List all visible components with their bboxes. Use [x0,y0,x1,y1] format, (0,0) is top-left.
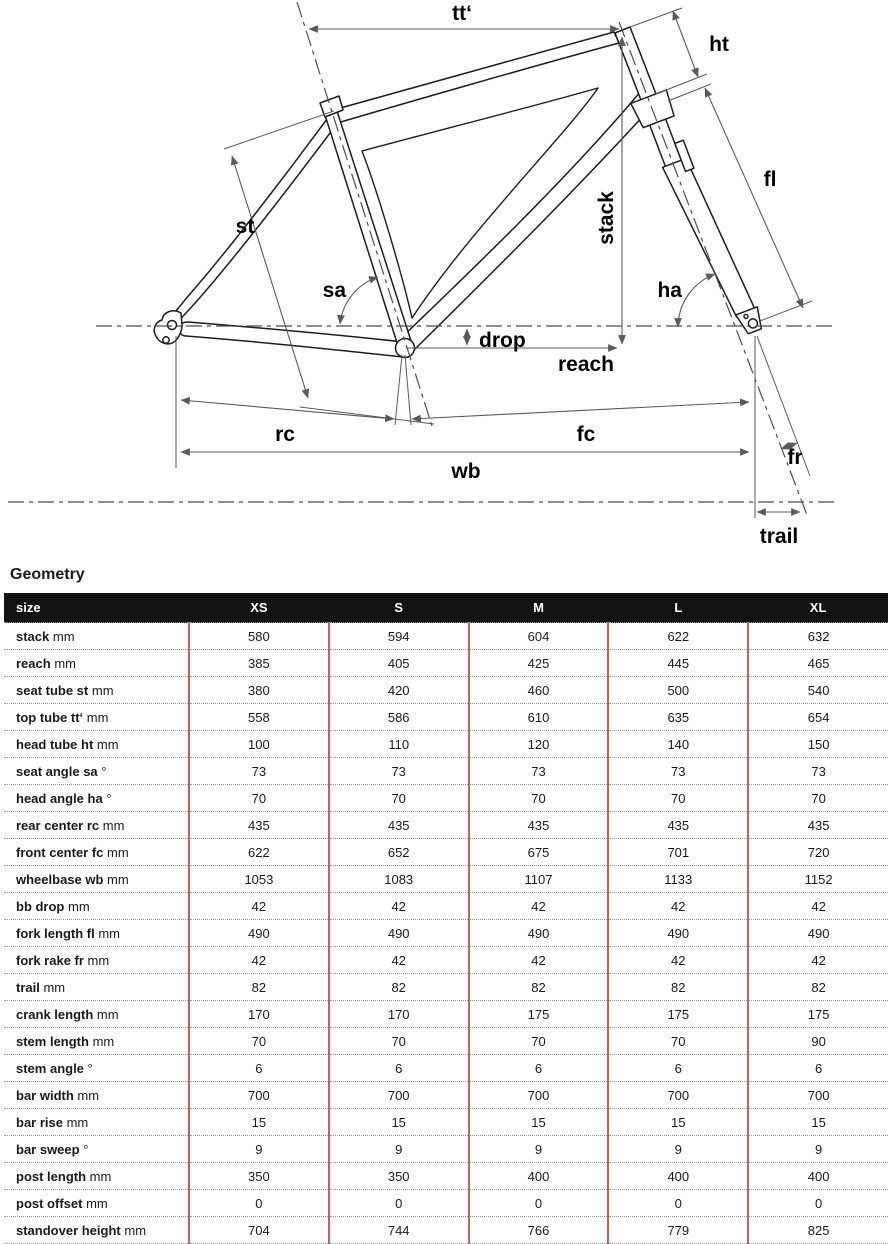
value-cell: 420 [329,677,469,704]
row-label: bar width mm [4,1082,189,1109]
value-cell: 140 [608,731,748,758]
row-label: fork rake fr mm [4,947,189,974]
row-label: bb drop mm [4,893,189,920]
row-label: head angle ha ° [4,785,189,812]
value-cell: 15 [748,1109,888,1136]
front-dropout-hole [743,314,748,319]
value-cell: 9 [608,1136,748,1163]
value-cell: 700 [329,1082,469,1109]
value-cell: 42 [329,947,469,974]
value-cell: 70 [189,785,329,812]
row-label: post offset mm [4,1190,189,1217]
value-cell: 610 [469,704,609,731]
table-row [4,785,888,812]
value-cell: 400 [608,1163,748,1190]
value-cell: 435 [608,812,748,839]
value-cell: 700 [748,1082,888,1109]
value-cell: 42 [189,947,329,974]
value-cell: 490 [748,920,888,947]
label-head-angle: ha [657,279,682,302]
value-cell: 6 [329,1055,469,1082]
value-cell: 15 [469,1109,609,1136]
value-cell: 435 [329,812,469,839]
value-cell: 1152 [748,866,888,893]
value-cell: 700 [189,1082,329,1109]
value-cell: 425 [469,650,609,677]
value-cell: 380 [189,677,329,704]
bike-frame [154,27,765,358]
bike-geometry-diagram [0,0,892,558]
value-cell: 70 [608,785,748,812]
table-row [4,1082,888,1109]
table-row [4,1055,888,1082]
row-label: front center fc mm [4,839,189,866]
value-cell: 6 [189,1055,329,1082]
value-cell: 42 [608,893,748,920]
value-cell: 73 [189,758,329,785]
value-cell: 42 [748,893,888,920]
value-cell: 350 [189,1163,329,1190]
table-row [4,812,888,839]
value-cell: 825 [748,1217,888,1244]
value-cell: 654 [748,704,888,731]
value-cell: 70 [329,785,469,812]
value-cell: 70 [469,1028,609,1055]
value-cell: 0 [329,1190,469,1217]
table-header-row [4,593,888,623]
st-tick-bottom [300,407,434,424]
value-cell: 405 [329,650,469,677]
value-cell: 0 [608,1190,748,1217]
table-row [4,893,888,920]
dim-rear-center [181,400,394,419]
row-label: bar sweep ° [4,1136,189,1163]
value-cell: 42 [748,947,888,974]
row-label: stem length mm [4,1028,189,1055]
row-label: head tube ht mm [4,731,189,758]
geometry-diagram-svg [0,0,892,558]
row-label: standover height mm [4,1217,189,1244]
label-reach: reach [557,353,615,376]
value-cell: 9 [189,1136,329,1163]
chain-stay [179,322,404,357]
value-cell: 9 [469,1136,609,1163]
value-cell: 0 [189,1190,329,1217]
value-cell: 42 [469,893,609,920]
row-label: wheelbase wb mm [4,866,189,893]
table-row [4,1028,888,1055]
value-cell: 490 [608,920,748,947]
table-row [4,1217,888,1244]
rear-axle [168,321,177,330]
bb-extension-right [405,355,411,425]
value-cell: 632 [748,623,888,650]
table-row [4,1001,888,1028]
value-cell: 490 [189,920,329,947]
row-label: fork length fl mm [4,920,189,947]
derailleur-hanger [163,337,169,343]
value-cell: 622 [608,623,748,650]
value-cell: 150 [748,731,888,758]
value-cell: 400 [469,1163,609,1190]
table-row [4,677,888,704]
value-cell: 6 [748,1055,888,1082]
table-row [4,704,888,731]
row-label: bar rise mm [4,1109,189,1136]
row-label: rear center rc mm [4,812,189,839]
row-label: top tube tt‘ mm [4,704,189,731]
value-cell: 42 [329,893,469,920]
bb-extension-left [395,355,402,425]
value-cell: 594 [329,623,469,650]
row-label: stem angle ° [4,1055,189,1082]
value-cell: 465 [748,650,888,677]
fl-tick-bottom [760,301,812,321]
value-cell: 558 [189,704,329,731]
value-cell: 1053 [189,866,329,893]
value-cell: 1107 [469,866,609,893]
value-cell: 675 [469,839,609,866]
value-cell: 704 [189,1217,329,1244]
geometry-table [4,593,888,1244]
value-cell: 15 [608,1109,748,1136]
label-bb-drop: drop [479,329,526,352]
label-trail: trail [759,525,799,548]
value-cell: 170 [189,1001,329,1028]
value-cell: 6 [608,1055,748,1082]
value-cell: 622 [189,839,329,866]
value-cell: 15 [329,1109,469,1136]
value-cell: 73 [329,758,469,785]
value-cell: 82 [329,974,469,1001]
col-header-xl: XL [748,593,888,623]
table-row [4,974,888,1001]
value-cell: 652 [329,839,469,866]
table-row [4,650,888,677]
value-cell: 6 [469,1055,609,1082]
ht-tick-bottom [656,74,707,94]
value-cell: 540 [748,677,888,704]
dim-front-center [412,402,749,419]
value-cell: 435 [189,812,329,839]
table-row [4,1163,888,1190]
value-cell: 385 [189,650,329,677]
label-front-center: fc [576,423,596,446]
table-row [4,623,888,650]
value-cell: 720 [748,839,888,866]
value-cell: 82 [748,974,888,1001]
dim-head-angle-arc [678,274,715,327]
value-cell: 766 [469,1217,609,1244]
value-cell: 175 [748,1001,888,1028]
value-cell: 9 [748,1136,888,1163]
value-cell: 435 [748,812,888,839]
value-cell: 460 [469,677,609,704]
row-label: seat tube st mm [4,677,189,704]
value-cell: 82 [189,974,329,1001]
table-row [4,920,888,947]
value-cell: 580 [189,623,329,650]
value-cell: 1133 [608,866,748,893]
value-cell: 73 [748,758,888,785]
value-cell: 42 [608,947,748,974]
row-label: seat angle sa ° [4,758,189,785]
row-label: stack mm [4,623,189,650]
label-fork-length: fl [763,168,777,191]
row-label: reach mm [4,650,189,677]
label-stack: stack [595,191,618,245]
table-row [4,731,888,758]
value-cell: 0 [469,1190,609,1217]
col-header-size: size [4,593,189,623]
value-cell: 110 [329,731,469,758]
value-cell: 744 [329,1217,469,1244]
value-cell: 175 [608,1001,748,1028]
label-seat-angle: sa [322,279,346,302]
value-cell: 82 [469,974,609,1001]
dim-seat-tube [232,156,308,398]
label-head-tube: ht [709,33,729,56]
value-cell: 701 [608,839,748,866]
value-cell: 350 [329,1163,469,1190]
value-cell: 435 [469,812,609,839]
value-cell: 9 [329,1136,469,1163]
value-cell: 700 [608,1082,748,1109]
col-header-m: M [469,593,609,623]
front-fork [631,87,765,344]
value-cell: 90 [748,1028,888,1055]
table-row [4,839,888,866]
col-header-s: S [329,593,469,623]
label-top-tube: tt‘ [452,2,472,25]
geometry-heading: Geometry [10,566,85,583]
col-header-l: L [608,593,748,623]
value-cell: 120 [469,731,609,758]
value-cell: 170 [329,1001,469,1028]
table-row [4,866,888,893]
table-row [4,758,888,785]
value-cell: 70 [748,785,888,812]
value-cell: 700 [469,1082,609,1109]
value-cell: 779 [608,1217,748,1244]
table-row [4,947,888,974]
value-cell: 42 [189,893,329,920]
value-cell: 490 [469,920,609,947]
value-cell: 1083 [329,866,469,893]
value-cell: 490 [329,920,469,947]
ht-tick-top [630,8,682,27]
table-row [4,1136,888,1163]
row-label: trail mm [4,974,189,1001]
dim-head-tube [673,11,698,77]
value-cell: 70 [329,1028,469,1055]
value-cell: 400 [748,1163,888,1190]
value-cell: 604 [469,623,609,650]
value-cell: 500 [608,677,748,704]
value-cell: 100 [189,731,329,758]
label-fork-rake: fr [787,446,803,469]
row-label: crank length mm [4,1001,189,1028]
value-cell: 0 [748,1190,888,1217]
value-cell: 73 [469,758,609,785]
table-row [4,1109,888,1136]
value-cell: 70 [469,785,609,812]
label-rear-center: rc [275,423,295,446]
head-tube [615,27,656,100]
value-cell: 70 [189,1028,329,1055]
col-header-xs: XS [189,593,329,623]
label-wheelbase: wb [451,460,481,483]
value-cell: 15 [189,1109,329,1136]
value-cell: 445 [608,650,748,677]
value-cell: 82 [608,974,748,1001]
value-cell: 635 [608,704,748,731]
value-cell: 73 [608,758,748,785]
value-cell: 586 [329,704,469,731]
row-label: post length mm [4,1163,189,1190]
label-seat-tube: st [235,215,255,238]
value-cell: 70 [608,1028,748,1055]
table-row [4,1190,888,1217]
value-cell: 175 [469,1001,609,1028]
value-cell: 42 [469,947,609,974]
